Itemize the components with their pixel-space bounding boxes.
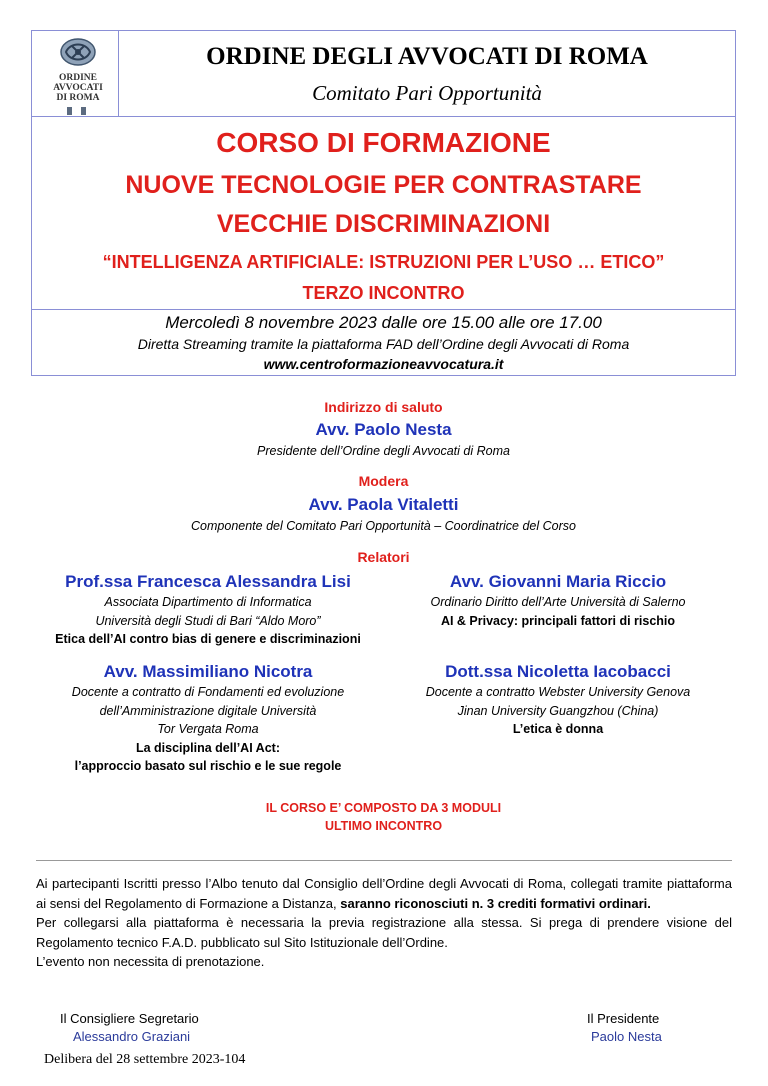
- speaker-card: [28, 571, 388, 649]
- resolution-footer: Delibera del 28 settembre 2023-104: [44, 1052, 246, 1067]
- notice-text: [36, 874, 732, 972]
- speaker-topic: La disciplina dell’AI Act:: [135, 740, 280, 755]
- header-divider: [31, 116, 736, 117]
- speaker-name: Prof.ssa Francesca Alessandra Lisi: [65, 572, 351, 591]
- speaker-affiliation: Ordinario Diritto dell’Arte Università di Salerno: [430, 595, 686, 609]
- notice-separator: [36, 860, 732, 861]
- committee-subtitle: Comitato Pari Opportunità: [312, 81, 542, 105]
- speakers-label: Relatori: [357, 549, 410, 565]
- moderator-label: Modera: [358, 473, 409, 489]
- logo-text: [40, 73, 116, 103]
- logo-emblem-icon: [58, 36, 98, 68]
- last-meeting: ULTIMO INCONTRO: [324, 819, 443, 833]
- speaker-card: [378, 571, 738, 630]
- title-divider: [31, 309, 736, 310]
- speaker-name: Avv. Giovanni Maria Riccio: [449, 572, 667, 591]
- speaker-affiliation: Tor Vergata Roma: [157, 722, 259, 736]
- moderator-role: Componente del Comitato Pari Opportunità – Coordinatrice del Corso: [191, 519, 576, 533]
- modules-info: IL CORSO E’ COMPOSTO DA 3 MODULI: [265, 801, 502, 815]
- speaker-name: Dott.ssa Nicoletta Iacobacci: [445, 662, 671, 681]
- course-topic: “INTELLIGENZA ARTIFICIALE: ISTRUZIONI PER L’USO … ETICO”: [102, 252, 665, 272]
- logo-line: ORDINE: [58, 73, 97, 83]
- course-title: CORSO DI FORMAZIONE: [216, 127, 551, 158]
- speaker-topic: AI & Privacy: principali fattori di rischio: [440, 613, 676, 628]
- signature-right: [587, 1010, 662, 1046]
- speaker-affiliation: Docente a contratto di Fondamenti ed evoluzione: [71, 685, 345, 699]
- signature-right-title: Il Presidente: [587, 1011, 660, 1026]
- speaker-affiliation: Università degli Studi di Bari “Aldo Moro”: [95, 613, 321, 628]
- greeting-name: Avv. Paolo Nesta: [315, 420, 452, 439]
- speaker-card: [378, 661, 738, 739]
- streaming-info: Diretta Streaming tramite la piattaforma FAD dell’Ordine degli Avvocati di Roma: [137, 336, 630, 352]
- credits-paragraph: Ai partecipanti Iscritti presso l’Albo tenuto dal Consiglio dell’Ordine degli Avvocati di Roma, collegati tramite piattaforma ai sensi del Regolamento di Formazione a Distanza, saranno riconosciuti n. 3 crediti formativi ordinari.: [36, 876, 732, 911]
- speaker-card: [28, 661, 388, 776]
- meeting-number: TERZO INCONTRO: [302, 283, 465, 303]
- course-subtitle-1: NUOVE TECNOLOGIE PER CONTRASTARE: [125, 171, 642, 199]
- event-date: Mercoledì 8 novembre 2023 dalle ore 15.00 alle ore 17.00: [165, 313, 602, 332]
- signature-left: [60, 1010, 199, 1046]
- greeting-label: Indirizzo di saluto: [324, 399, 443, 415]
- course-subtitle-2: VECCHIE DISCRIMINAZIONI: [216, 210, 551, 238]
- moderator-name: Avv. Paola Vitaletti: [308, 495, 459, 514]
- logo-line: DI ROMA: [56, 93, 100, 103]
- signature-left-title: Il Consigliere Segretario: [60, 1011, 199, 1026]
- logo-line: AVVOCATI: [53, 83, 103, 93]
- speaker-affiliation: dell’Amministrazione digitale Università: [99, 703, 317, 718]
- speaker-name: Avv. Massimiliano Nicotra: [103, 662, 313, 681]
- org-title: ORDINE DEGLI AVVOCATI DI ROMA: [206, 43, 648, 70]
- speaker-topic: l’approccio basato sul rischio e le sue regole: [74, 759, 342, 773]
- speaker-affiliation: Jinan University Guangzhou (China): [457, 703, 659, 718]
- registration-paragraph: Per collegarsi alla piattaforma è necessaria la previa registrazione alla stessa. Si prega di prendere visione del Regolamento tecnico F.A.D. pubblicato sul Sito Istituzionale dell’Ordine.: [36, 915, 732, 950]
- speaker-affiliation: Docente a contratto Webster University Genova: [425, 685, 691, 699]
- greeting-role: Presidente dell’Ordine degli Avvocati di Roma: [257, 444, 510, 458]
- logo-columns-icon: [63, 106, 93, 116]
- booking-paragraph: L’evento non necessita di prenotazione.: [36, 954, 265, 970]
- website-link[interactable]: www.centroformazioneavvocatura.it: [263, 356, 504, 372]
- signature-right-name: Paolo Nesta: [591, 1029, 662, 1044]
- speaker-topic: L’etica è donna: [512, 722, 604, 736]
- ordine-logo: [40, 36, 116, 114]
- speaker-affiliation: Associata Dipartimento di Informatica: [104, 595, 312, 609]
- speaker-topic: Etica dell’AI contro bias di genere e discriminazioni: [55, 632, 361, 646]
- signature-left-name: Alessandro Graziani: [73, 1029, 191, 1044]
